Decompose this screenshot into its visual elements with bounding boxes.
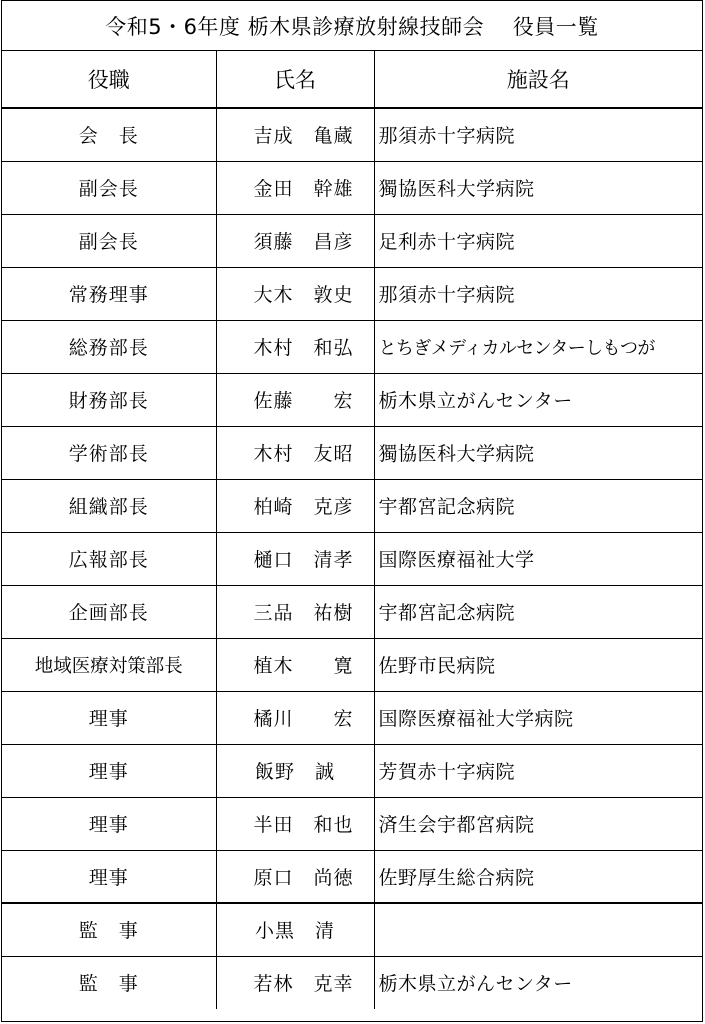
name-cell: 柏崎 克彦 xyxy=(216,479,374,532)
facility-cell: とちぎメディカルセンターしもつが xyxy=(374,320,702,373)
column-header-role: 役職 xyxy=(2,51,216,108)
role-cell: 副会長 xyxy=(2,161,216,214)
role-cell: 理事 xyxy=(2,797,216,850)
role-cell: 広報部長 xyxy=(2,532,216,585)
name-cell: 木村 友昭 xyxy=(216,426,374,479)
table-row xyxy=(2,479,702,532)
table-row xyxy=(2,214,702,267)
facility-cell: 芳賀赤十字病院 xyxy=(374,744,702,797)
facility-cell: 国際医療福祉大学病院 xyxy=(374,691,702,744)
name-cell: 半田 和也 xyxy=(216,797,374,850)
column-header-name: 氏名 xyxy=(216,51,374,108)
role-cell: 総務部長 xyxy=(2,320,216,373)
facility-cell: 栃木県立がんセンター xyxy=(374,956,702,1009)
facility-cell: 獨協医科大学病院 xyxy=(374,426,702,479)
role-cell: 常務理事 xyxy=(2,267,216,320)
facility-cell: 宇都宮記念病院 xyxy=(374,585,702,638)
role-cell: 監 事 xyxy=(2,956,216,1009)
role-cell: 会 長 xyxy=(2,108,216,161)
table-row xyxy=(2,320,702,373)
role-cell: 監 事 xyxy=(2,903,216,956)
officer-table xyxy=(2,51,702,1009)
table-header-row xyxy=(2,51,702,108)
table-row xyxy=(2,744,702,797)
facility-cell: 栃木県立がんセンター xyxy=(374,373,702,426)
table-row xyxy=(2,161,702,214)
table-row xyxy=(2,267,702,320)
role-cell: 理事 xyxy=(2,744,216,797)
name-cell: 佐藤 宏 xyxy=(216,373,374,426)
facility-cell: 国際医療福祉大学 xyxy=(374,532,702,585)
name-cell: 原口 尚徳 xyxy=(216,850,374,903)
name-cell: 若林 克幸 xyxy=(216,956,374,1009)
facility-cell: 獨協医科大学病院 xyxy=(374,161,702,214)
facility-cell: 宇都宮記念病院 xyxy=(374,479,702,532)
role-cell: 理事 xyxy=(2,691,216,744)
table-row xyxy=(2,585,702,638)
table-row xyxy=(2,108,702,161)
officer-list-sheet xyxy=(1,0,703,1022)
table-row xyxy=(2,956,702,1009)
name-cell: 樋口 清孝 xyxy=(216,532,374,585)
facility-cell: 佐野厚生総合病院 xyxy=(374,850,702,903)
name-cell: 金田 幹雄 xyxy=(216,161,374,214)
table-row xyxy=(2,373,702,426)
table-row xyxy=(2,903,702,956)
table-row xyxy=(2,850,702,903)
role-cell: 財務部長 xyxy=(2,373,216,426)
name-cell: 大木 敦史 xyxy=(216,267,374,320)
table-row xyxy=(2,691,702,744)
name-cell: 三品 祐樹 xyxy=(216,585,374,638)
role-cell: 理事 xyxy=(2,850,216,903)
facility-cell xyxy=(374,903,702,956)
facility-cell: 那須赤十字病院 xyxy=(374,108,702,161)
name-cell: 小黒 清 xyxy=(216,903,374,956)
role-cell: 企画部長 xyxy=(2,585,216,638)
name-cell: 橘川 宏 xyxy=(216,691,374,744)
page-title: 令和5・6年度 栃木県診療放射線技師会 役員一覧 xyxy=(2,1,702,51)
name-cell: 飯野 誠 xyxy=(216,744,374,797)
table-row xyxy=(2,426,702,479)
table-row xyxy=(2,532,702,585)
name-cell: 植木 寛 xyxy=(216,638,374,691)
name-cell: 吉成 亀蔵 xyxy=(216,108,374,161)
facility-cell: 済生会宇都宮病院 xyxy=(374,797,702,850)
role-cell: 組織部長 xyxy=(2,479,216,532)
name-cell: 木村 和弘 xyxy=(216,320,374,373)
facility-cell: 足利赤十字病院 xyxy=(374,214,702,267)
role-cell: 学術部長 xyxy=(2,426,216,479)
role-cell: 副会長 xyxy=(2,214,216,267)
table-row xyxy=(2,797,702,850)
facility-cell: 佐野市民病院 xyxy=(374,638,702,691)
facility-cell: 那須赤十字病院 xyxy=(374,267,702,320)
column-header-facility: 施設名 xyxy=(374,51,702,108)
name-cell: 須藤 昌彦 xyxy=(216,214,374,267)
role-cell: 地域医療対策部長 xyxy=(2,638,216,691)
table-row xyxy=(2,638,702,691)
